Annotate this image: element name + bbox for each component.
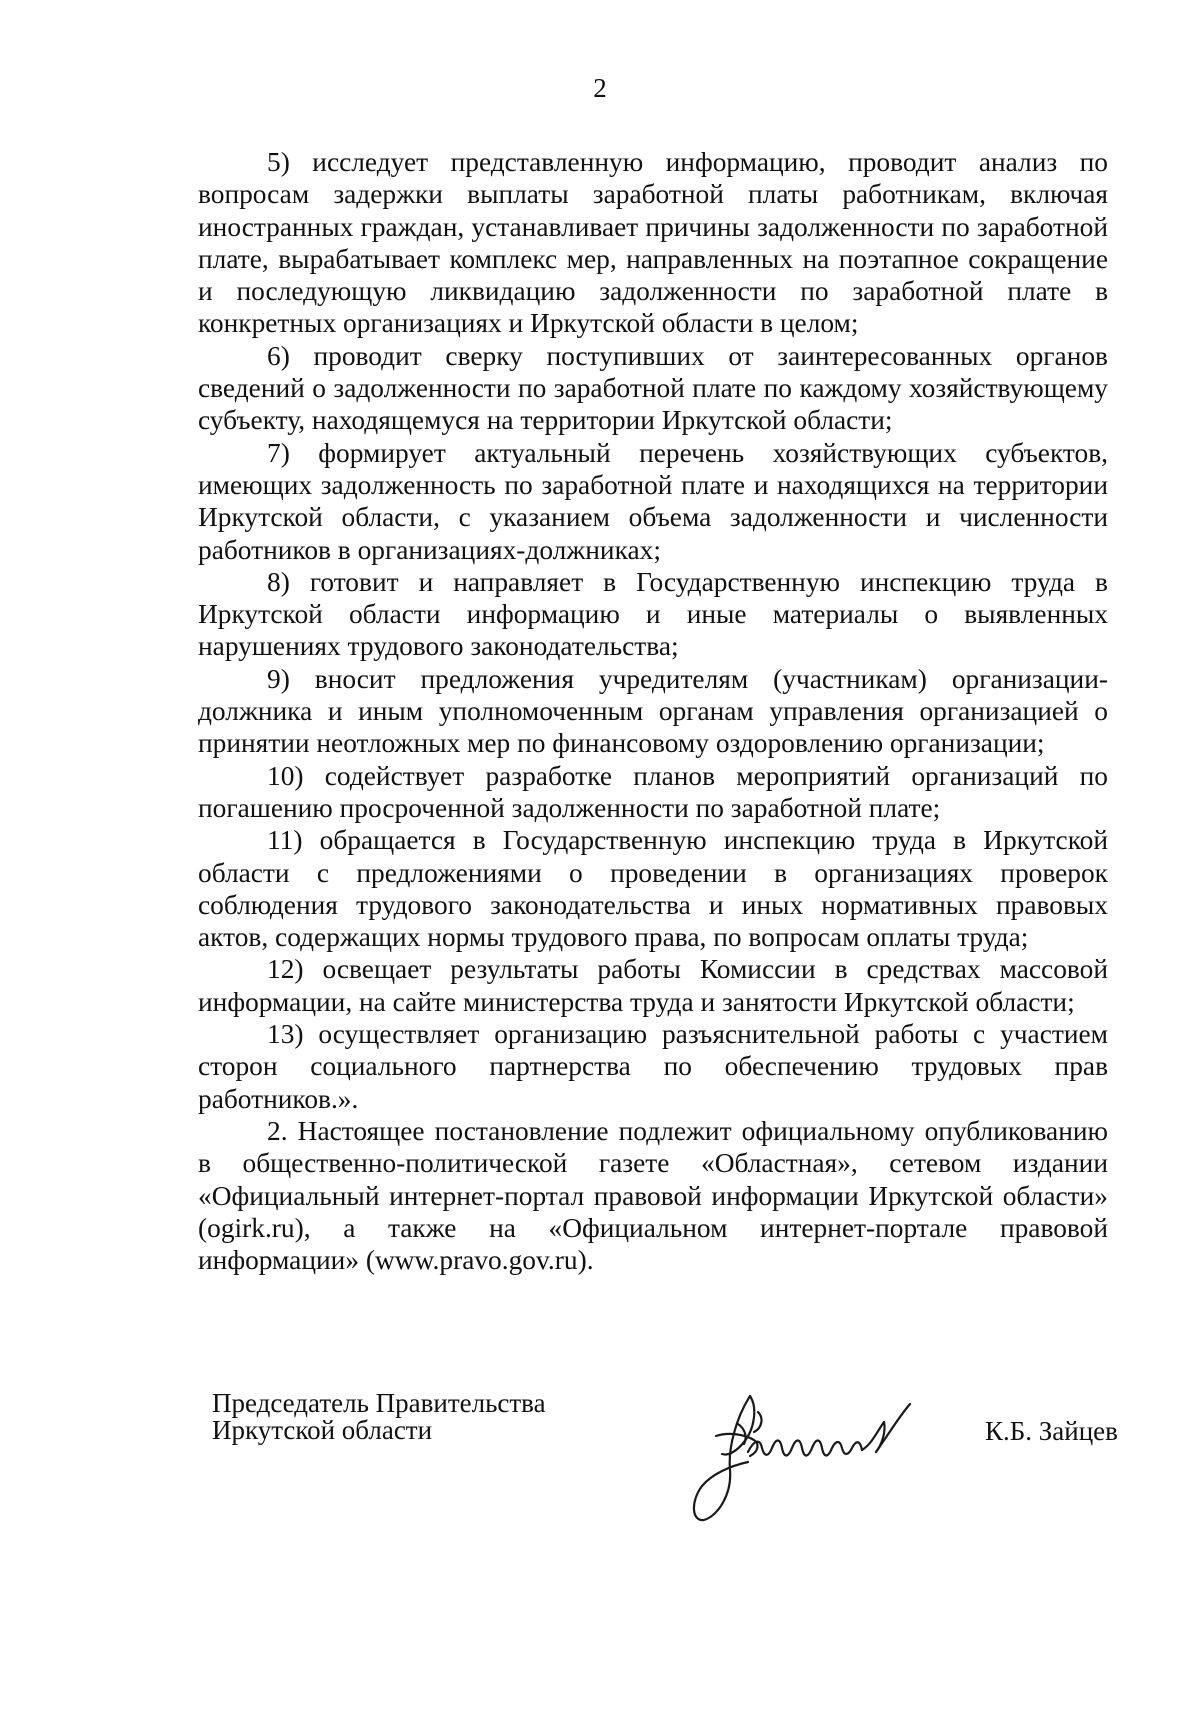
page-number: 2	[593, 73, 607, 103]
signatory-name: К.Б. Зайцев	[985, 1416, 1118, 1446]
paragraph-item-12: 12) освещает результаты работы Комиссии в средствах массовой информации, на сайте министерства труда и занятости Иркутской области;	[198, 954, 1108, 1017]
paragraph-item-9: 9) вносит предложения учредителям (участникам) организации-должника и иным уполномоченным органам управления организацией о принятии неотложных мер по финансовому оздоровлению организации;	[198, 663, 1108, 759]
paragraph-item-6: 6) проводит сверку поступивших от заинтересованных органов сведений о задолженности по заработной плате по каждому хозяйствующему субъекту, находящемуся на территории Иркутской области;	[198, 340, 1108, 436]
paragraph-item-7: 7) формирует актуальный перечень хозяйствующих субъектов, имеющих задолженность по заработной плате и находящихся на территории Иркутской области, с указанием объема задолженности и численности работников в организациях-должниках;	[198, 437, 1108, 565]
paragraph-item-5: 5) исследует представленную информацию, проводит анализ по вопросам задержки выплаты заработной платы работникам, включая иностранных граждан, устанавливает причины задолженности по заработной плате, вырабатывает комплекс мер, направленных на поэтапное сокращение и последующую ликвидацию задолженности по заработной плате в конкретных организациях и Иркутской области в целом;	[198, 147, 1108, 339]
document-body	[198, 146, 1108, 1276]
paragraph-item-8: 8) готовит и направляет в Государственную инспекцию труда в Иркутской области информацию и иные материалы о выявленных нарушениях трудового законодательства;	[198, 566, 1108, 662]
paragraph-item-13: 13) осуществляет организацию разъяснительной работы с участием сторон социального партнерства по обеспечению трудовых прав работников.».	[198, 1019, 1108, 1114]
paragraph-item-11: 11) обращается в Государственную инспекцию труда в Иркутской области с предложениями о проведении в организациях проверок соблюдения трудового законодательства и иных нормативных правовых актов, содержащих нормы трудового права, по вопросам оплаты труда;	[198, 825, 1108, 953]
paragraph-publication: 2. Настоящее постановление подлежит официальному опубликованию в общественно-политической газете «Областная», сетевом издании «Официальный интернет-портал правовой информации Иркутской области» (ogirk.ru), а также на «Официальном интернет-портале правовой информации» (www.pravo.gov.ru).	[198, 1115, 1108, 1276]
signatory-position-line2: Иркутской области	[212, 1415, 433, 1445]
paragraph-item-10: 10) содействует разработке планов мероприятий организаций по погашению просроченной задолженности по заработной плате;	[198, 760, 1108, 823]
signature-block	[0, 1390, 1200, 1530]
handwritten-signature	[688, 1378, 928, 1528]
signatory-position-line1: Председатель Правительства	[212, 1388, 546, 1418]
signatory-position	[212, 1390, 546, 1444]
